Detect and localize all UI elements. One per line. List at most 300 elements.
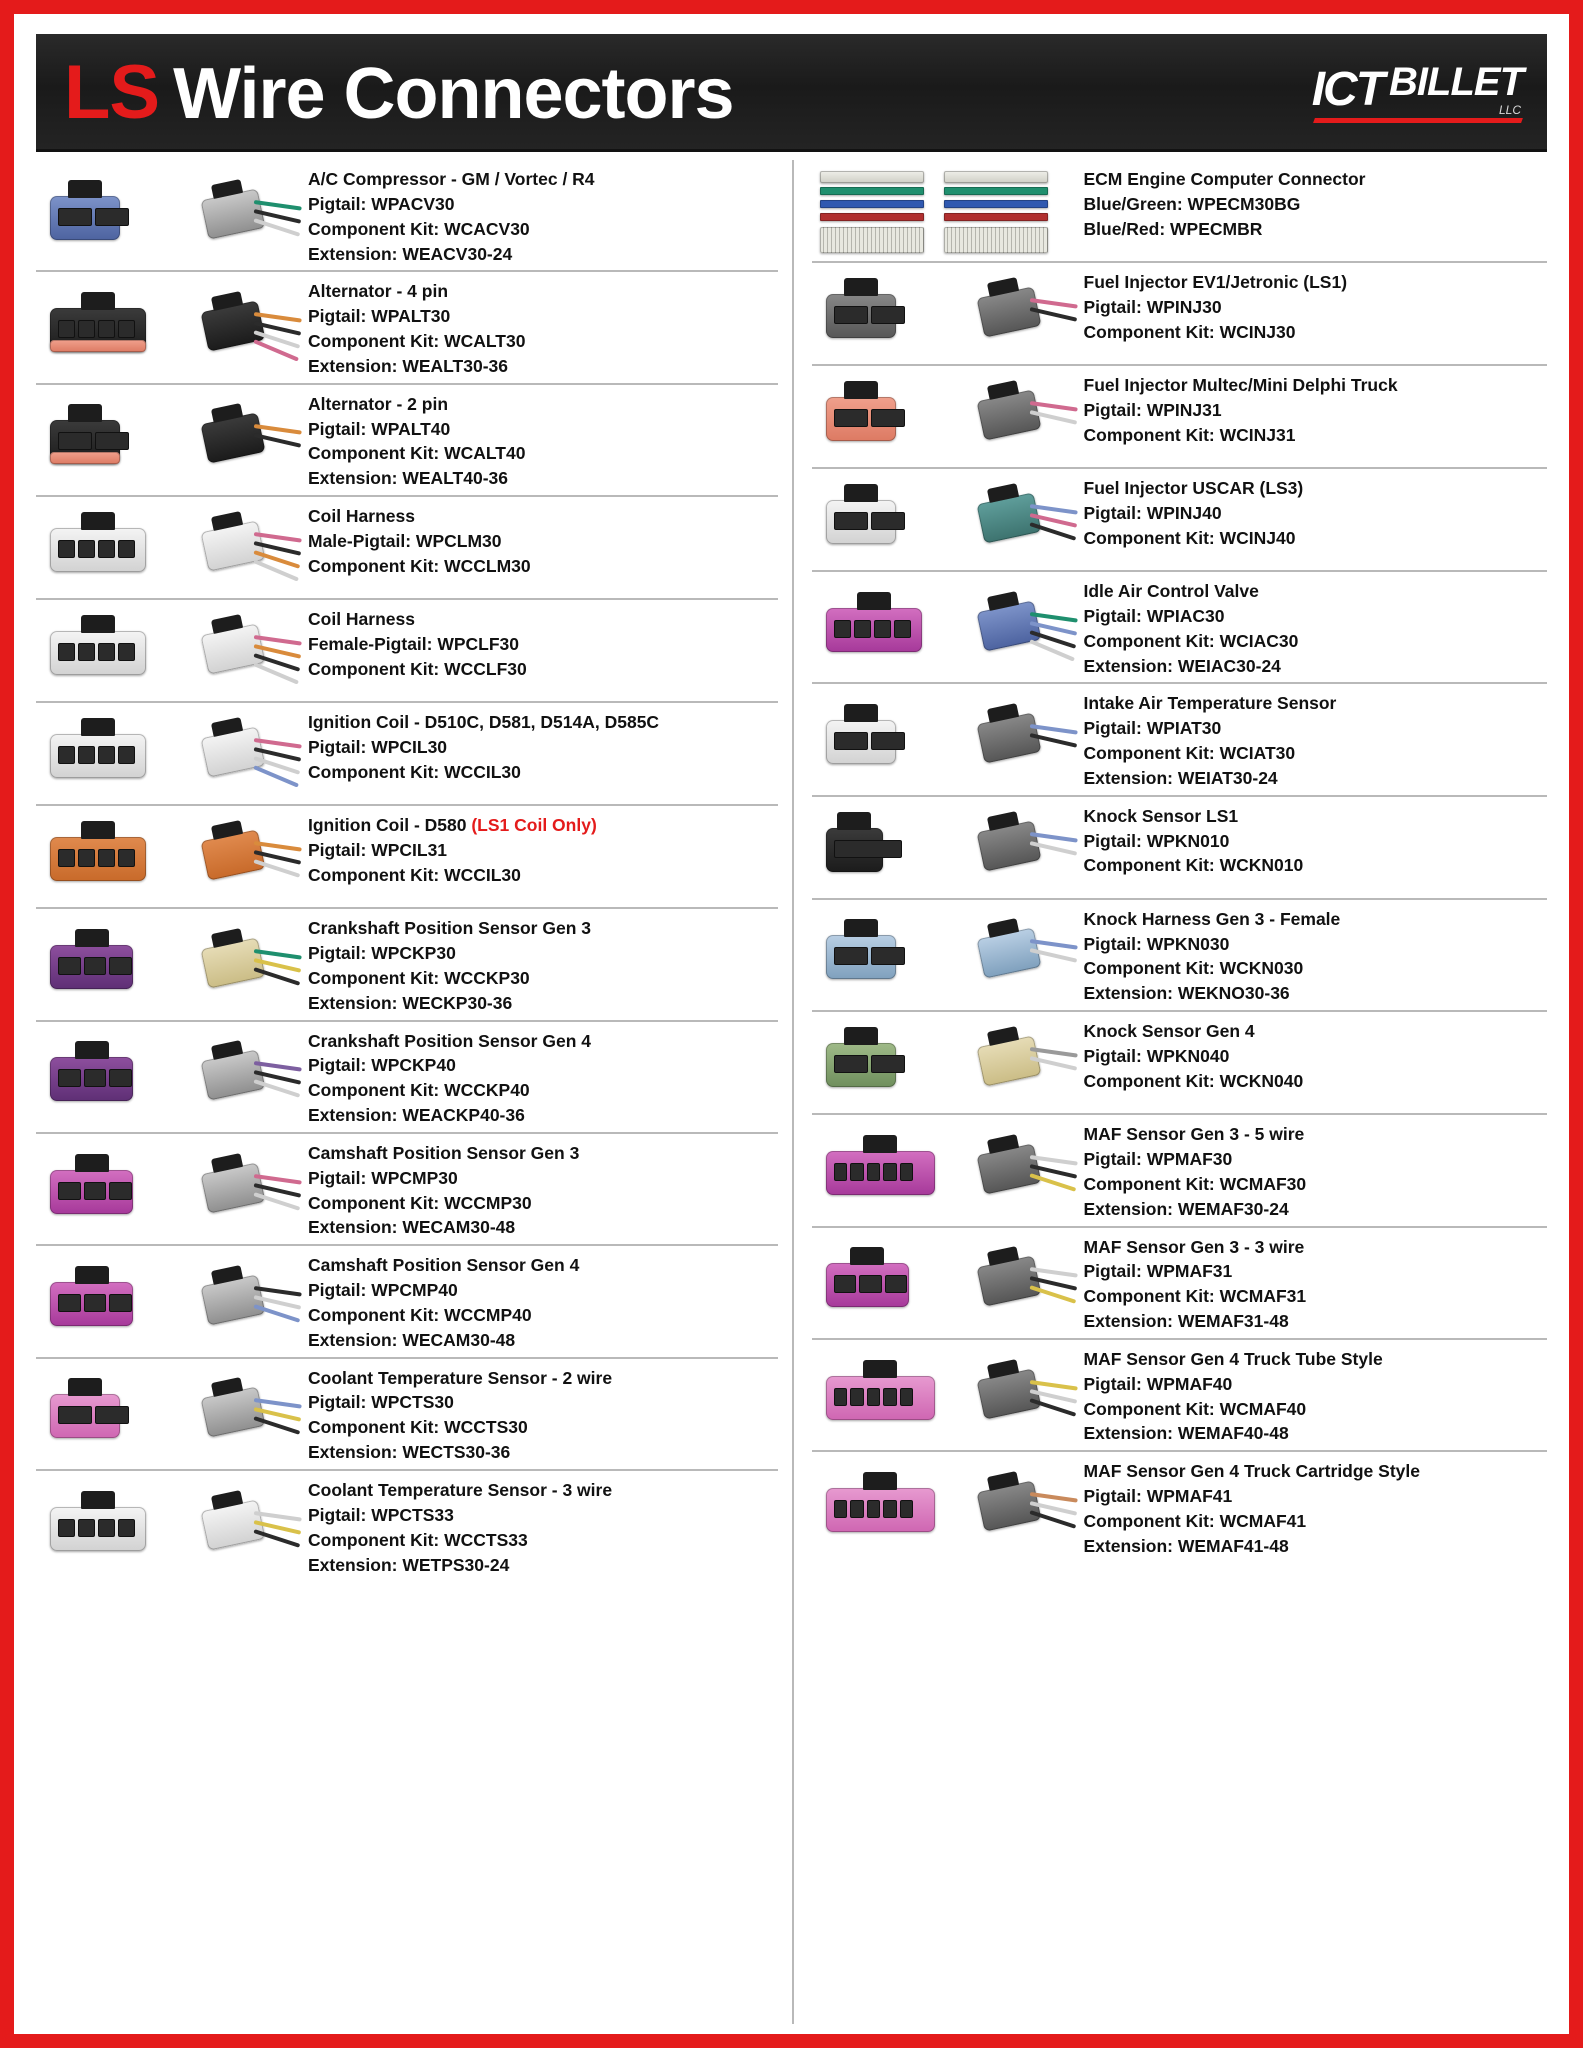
pin-cavity [834,1275,857,1293]
connector-part-number: Pigtail: WPCTS33 [308,1504,454,1525]
ecm-connector-stripe [944,200,1048,208]
connector-part-number: Component Kit: WCMAF31 [1083,1286,1307,1307]
pin-cavity [874,620,891,638]
page-title-main: Wire Connectors [173,54,734,134]
connector-image-maf40 [816,1350,1078,1442]
pin-cavity [118,1519,135,1537]
connector-image-inj30 [816,268,1078,360]
connector-latch-tab [844,278,878,296]
connector-part-number: Component Kit: WCCIL30 [308,761,521,782]
catalog-column-right [792,160,1548,2024]
connector-latch-tab [850,1247,884,1265]
connector-name: Alternator - 4 pin [308,281,449,302]
connector-part-number: Component Kit: WCKN010 [1083,855,1304,876]
logo-llc-label: LLC [1498,102,1521,117]
pin-cavity [58,1406,92,1424]
connector-image-alt4 [40,282,302,374]
connector-part-number: Pigtail: WPINJ30 [1083,296,1222,317]
pin-cavity [98,540,115,558]
connector-row [812,366,1548,469]
pin-cavity [883,1500,897,1518]
connector-row [36,272,778,384]
connector-part-number: Pigtail: WPMAF41 [1083,1486,1233,1507]
pin-cavity [834,620,851,638]
ecm-connector-stripe [944,213,1048,221]
connector-text-cell [1078,371,1548,463]
connector-part-number: Pigtail: WPCKP40 [308,1055,456,1076]
connector-latch-tab [81,292,115,310]
connector-part-number: Extension: WECAM30-48 [308,1329,516,1350]
connector-image-cell [36,390,302,491]
connector-image-cell [812,1233,1078,1334]
pin-cavity [834,409,868,427]
connector-body [944,171,1048,183]
connector-part-number: Pigtail: WPMAF40 [1083,1373,1233,1394]
connector-latch-tab [75,1041,109,1059]
ecm-connector-stripe [820,200,924,208]
connector-part-number: Component Kit: WCCTS33 [308,1529,528,1550]
connector-part-number: Pigtail: WPACV30 [308,193,455,214]
connector-text-cell [1078,1017,1548,1109]
connector-part-number: Pigtail: WPCIL31 [308,839,448,860]
connector-row [812,1012,1548,1115]
connector-name: Knock Harness Gen 3 - Female [1083,908,1341,929]
connector-image-ckp30 [40,919,302,1011]
connector-name: Coolant Temperature Sensor - 3 wire [308,1480,613,1500]
ict-billet-logo [1311,59,1523,125]
connector-part-number: Pigtail: WPINJ31 [1083,399,1222,420]
pin-cavity [58,1294,81,1312]
connector-part-number: Component Kit: WCINJ30 [1083,321,1296,342]
connector-text-cell [302,277,778,378]
connector-text-cell [1078,1233,1548,1334]
pin-cavity [850,1500,864,1518]
connector-body [976,712,1041,763]
connector-part-number: Pigtail: WPCTS30 [308,1392,454,1413]
connector-pin-cavities [58,1294,132,1312]
connector-part-number: Male-Pigtail: WPCLM30 [308,530,502,551]
connector-part-number: Pigtail: WPALT30 [308,306,451,327]
connector-pin-cavities [58,1519,135,1537]
page-title-accent: LS [64,50,160,135]
connector-image-cell [812,905,1078,1006]
connector-image-cell [36,914,302,1015]
logo-ict-label: ICT [1311,62,1384,116]
connector-name: Coolant Temperature Sensor - 2 wire [308,1367,613,1388]
connector-row [812,684,1548,796]
logo-billet-wrap [1389,59,1523,117]
connector-text-cell [302,1139,778,1240]
connector-pin-cavities [834,620,911,638]
connector-text-cell [1078,1457,1548,1558]
connector-name: Coil Harness [308,609,415,630]
pin-cavity [58,849,75,867]
pin-cavity [871,512,905,530]
connector-pin-cavities [834,1163,914,1181]
connector-part-number: Component Kit: WCIAC30 [1083,630,1299,651]
connector-body [200,413,265,464]
connector-latch-tab [81,1491,115,1509]
connector-body [976,1480,1041,1531]
pin-cavity [58,746,75,764]
pin-cavity [871,306,905,324]
pin-cavity [850,1163,864,1181]
connector-part-number: Extension: WEMAF41-48 [1083,1535,1289,1556]
connector-text-cell [302,1251,778,1352]
connector-part-number: Extension: WEACKP40-36 [308,1105,525,1126]
pin-cavity [900,1163,914,1181]
connector-part-number: Component Kit: WCCMP40 [308,1304,532,1325]
connector-text-cell [302,1476,778,1577]
connector-part-number: Extension: WEMAF40-48 [1083,1423,1289,1444]
pin-cavity [118,320,135,338]
connector-body [976,820,1041,871]
connector-image-iac [816,582,1078,674]
connector-part-number: Extension: WEALT40-36 [308,468,508,489]
pin-cavity [95,208,129,226]
connector-pin-cavities [58,1406,129,1424]
pin-cavity [58,957,81,975]
connector-name: Alternator - 2 pin [308,393,449,414]
connector-latch-tab [837,812,871,830]
connector-pin-cavities [834,409,905,427]
connector-part-number: Pigtail: WPCMP40 [308,1280,458,1301]
connector-part-number: Extension: WEMAF31-48 [1083,1311,1289,1332]
connector-image-maf41 [816,1462,1078,1554]
pin-cavity [118,643,135,661]
connector-image-alt2 [40,394,302,486]
connector-name: MAF Sensor Gen 4 Truck Cartridge Style [1083,1461,1420,1482]
connector-row [812,1228,1548,1340]
pin-cavity [118,746,135,764]
connector-row [36,160,778,272]
pin-cavity [98,1519,115,1537]
pin-cavity [98,320,115,338]
connector-name: Knock Sensor LS1 [1083,805,1239,826]
connector-pin-cavities [834,1500,914,1518]
connector-part-number: Component Kit: WCCTS30 [308,1417,528,1438]
connector-body [200,1274,265,1325]
connector-body [976,286,1041,337]
connector-part-number: Blue/Red: WPECMBR [1083,218,1263,239]
ecm-connector-stripe [820,187,924,195]
connector-part-number: Pigtail: WPCMP30 [308,1167,458,1188]
connector-text-cell [1078,905,1548,1006]
pin-cavity [859,1275,882,1293]
connector-text-cell [1078,165,1548,257]
connector-latch-tab [81,718,115,736]
connector-text-cell [302,605,778,697]
pin-cavity [834,512,868,530]
connector-row [812,469,1548,572]
connector-image-cell [36,277,302,378]
pin-cavity [58,1519,75,1537]
connector-image-cell [812,1457,1078,1558]
connector-latch-tab [844,381,878,399]
connector-part-number: Component Kit: WCCIL30 [308,864,521,885]
connector-pin-cavities [58,1182,132,1200]
connector-row [36,600,778,703]
connector-part-number: Extension: WEALT30-36 [308,355,508,376]
connector-row [812,572,1548,684]
connector-name-note: (LS1 Coil Only) [466,815,597,836]
connector-image-kn030 [816,909,1078,1001]
connector-name: Camshaft Position Sensor Gen 4 [308,1255,580,1276]
connector-row [36,909,778,1021]
pin-cavity [900,1500,914,1518]
connector-row [36,1246,778,1358]
connector-image-cmp40 [40,1256,302,1348]
connector-text-cell [1078,268,1548,360]
pin-cavity [109,1182,132,1200]
connector-row [36,806,778,909]
connector-part-number: Pigtail: WPINJ40 [1083,502,1222,523]
connector-body [976,1256,1041,1307]
connector-part-number: Extension: WECKP30-36 [308,992,513,1013]
catalog-sheet [14,14,1569,2034]
connector-row [812,1340,1548,1452]
connector-pin-cavities [58,957,132,975]
ecm-connector-pin-grid [944,227,1048,253]
connector-image-inj31 [816,371,1078,463]
connector-image-maf31 [816,1237,1078,1329]
connector-image-cell [812,474,1078,566]
connector-text-cell [302,502,778,594]
connector-row [36,497,778,600]
connector-part-number: Pigtail: WPIAT30 [1083,718,1222,739]
pin-cavity [850,1388,864,1406]
pin-cavity [871,947,905,965]
pin-cavity [58,540,75,558]
pin-cavity [98,849,115,867]
pin-cavity [871,409,905,427]
connector-part-number: Pigtail: WPCIL30 [308,736,448,757]
pin-cavity [854,620,871,638]
pin-cavity [78,643,95,661]
connector-image-ign30 [40,708,302,800]
connector-part-number: Pigtail: WPCKP30 [308,942,456,963]
connector-latch-tab [844,704,878,722]
connector-pin-cavities [58,849,135,867]
connector-latch-tab [81,512,115,530]
connector-text-cell [1078,802,1548,894]
connector-latch-tab [75,1266,109,1284]
connector-image-ckp40 [40,1031,302,1123]
connector-image-cell [36,1476,302,1577]
connector-image-cell [36,1251,302,1352]
connector-name: Intake Air Temperature Sensor [1083,693,1337,714]
connector-text-cell [302,390,778,491]
connector-text-cell [1078,577,1548,678]
connector-seal [50,340,146,352]
connector-body [976,1143,1041,1194]
pin-cavity [58,208,92,226]
pin-cavity [834,1055,868,1073]
connector-pin-cavities [834,1388,914,1406]
connector-latch-tab [68,180,102,198]
connector-image-cell [36,1364,302,1465]
pin-cavity [58,1069,81,1087]
page-title [64,50,734,135]
pin-cavity [78,746,95,764]
connector-name: Coil Harness [308,506,415,527]
connector-part-number: Component Kit: WCCKP30 [308,967,530,988]
connector-latch-tab [844,484,878,502]
logo-red-bar [1313,118,1523,123]
connector-image-kn010 [816,802,1078,894]
pin-cavity [834,947,868,965]
connector-part-number: Pigtail: WPKN010 [1083,830,1230,851]
connector-name: Crankshaft Position Sensor Gen 3 [308,918,591,939]
connector-pin-cavities [58,320,135,338]
pin-cavity [98,746,115,764]
connector-part-number: Component Kit: WCCMP30 [308,1192,532,1213]
connector-text-cell [1078,1120,1548,1221]
connector-text-cell [302,1027,778,1128]
connector-image-cell [812,1345,1078,1446]
pin-cavity [834,1500,848,1518]
connector-body [200,1387,265,1438]
connector-image-ecm [816,165,1078,257]
connector-part-number: Extension: WEKNO30-36 [1083,983,1290,1004]
connector-text-cell [302,1364,778,1465]
pin-cavity [883,1163,897,1181]
connector-pin-cavities [834,947,905,965]
connector-part-number: Extension: WEIAC30-24 [1083,655,1281,676]
connector-text-cell [1078,689,1548,790]
connector-part-number: Pigtail: WPKN040 [1083,1045,1230,1066]
connector-name: Fuel Injector USCAR (LS3) [1083,478,1304,498]
connector-row [812,900,1548,1012]
connector-part-number: Pigtail: WPALT40 [308,418,451,439]
connector-name: Ignition Coil - D580 (LS1 Coil Only) [308,815,597,836]
connector-image-cell [812,268,1078,360]
connector-pin-cavities [834,840,902,858]
connector-part-number: Pigtail: WPIAC30 [1083,605,1225,626]
connector-body [820,171,924,183]
connector-part-number: Pigtail: WPKN030 [1083,933,1230,954]
connector-part-number: Component Kit: WCINJ40 [1083,527,1296,548]
connector-pin-cavities [834,732,905,750]
logo-ict-text [1312,62,1383,117]
connector-name: Ignition Coil - D510C, D581, D514A, D585C [308,712,660,733]
connector-body [976,1036,1041,1087]
connector-text-cell [1078,474,1548,566]
connector-part-number: Component Kit: WCCLM30 [308,555,531,576]
pin-cavity [95,1406,129,1424]
pin-cavity [118,849,135,867]
ecm-connector-pin-grid [820,227,924,253]
connector-part-number: Component Kit: WCINJ31 [1083,424,1296,445]
pin-cavity [834,306,868,324]
connector-part-number: Extension: WEACV30-24 [308,243,513,264]
connector-name: Crankshaft Position Sensor Gen 4 [308,1030,591,1051]
pin-cavity [867,1163,881,1181]
connector-name: Fuel Injector EV1/Jetronic (LS1) [1083,272,1348,292]
connector-part-number: Extension: WEMAF30-24 [1083,1198,1289,1219]
pin-cavity [834,840,902,858]
connector-part-number: Pigtail: WPMAF30 [1083,1148,1233,1169]
page-header [36,34,1547,152]
connector-image-cts30 [40,1368,302,1460]
connector-part-number: Extension: WECAM30-48 [308,1217,516,1238]
connector-name: ECM Engine Computer Connector [1083,169,1366,189]
pin-cavity [78,849,95,867]
pin-cavity [834,1388,848,1406]
connector-name: Idle Air Control Valve [1083,581,1259,601]
connector-image-inj40 [816,474,1078,566]
connector-row [36,1022,778,1134]
connector-image-cell [36,708,302,800]
connector-image-cell [36,1027,302,1128]
connector-row [812,797,1548,900]
connector-image-acv [40,170,302,262]
connector-latch-tab [68,404,102,422]
pin-cavity [84,957,107,975]
connector-row [812,1115,1548,1227]
connector-image-coilf [40,605,302,697]
connector-image-cell [36,1139,302,1240]
pin-cavity [885,1275,908,1293]
connector-row [36,1471,778,1581]
connector-name: Fuel Injector Multec/Mini Delphi Truck [1083,375,1398,395]
connector-pin-cavities [58,746,135,764]
connector-image-cell [812,1017,1078,1109]
connector-latch-tab [81,821,115,839]
pin-cavity [84,1182,107,1200]
pin-cavity [871,732,905,750]
connector-latch-tab [844,919,878,937]
connector-row [812,263,1548,366]
connector-body [200,830,265,881]
connector-part-number: Component Kit: WCALT40 [308,443,526,464]
pin-cavity [109,1294,132,1312]
pin-cavity [58,320,75,338]
connector-row [36,385,778,497]
pin-cavity [78,540,95,558]
pin-cavity [871,1055,905,1073]
connector-image-cell [812,577,1078,678]
connector-name: MAF Sensor Gen 3 - 5 wire [1083,1124,1305,1145]
connector-row [36,1359,778,1471]
pin-cavity [58,643,75,661]
connector-part-number: Component Kit: WCMAF30 [1083,1173,1307,1194]
connector-part-number: Component Kit: WCCKP40 [308,1080,530,1101]
pin-cavity [84,1294,107,1312]
connector-part-number: Component Kit: WCALT30 [308,331,526,352]
connector-text-cell [302,914,778,1015]
connector-part-number: Component Kit: WCACV30 [308,218,530,239]
connector-latch-tab [863,1472,897,1490]
connector-image-ign31 [40,811,302,903]
connector-part-number: Component Kit: WCCLF30 [308,658,527,679]
connector-latch-tab [75,929,109,947]
pin-cavity [900,1388,914,1406]
connector-pin-cavities [58,1069,132,1087]
connector-body [976,492,1041,543]
pin-cavity [834,1163,848,1181]
pin-cavity [867,1500,881,1518]
connector-pin-cavities [58,540,135,558]
connector-part-number: Extension: WEIAT30-24 [1083,767,1278,788]
connector-name: MAF Sensor Gen 3 - 3 wire [1083,1236,1305,1257]
connector-text-cell [302,165,778,266]
connector-image-cell [36,811,302,903]
pin-cavity [95,432,129,450]
connector-part-number: Component Kit: WCKN030 [1083,958,1304,979]
pin-cavity [58,1182,81,1200]
connector-pin-cavities [58,208,129,226]
